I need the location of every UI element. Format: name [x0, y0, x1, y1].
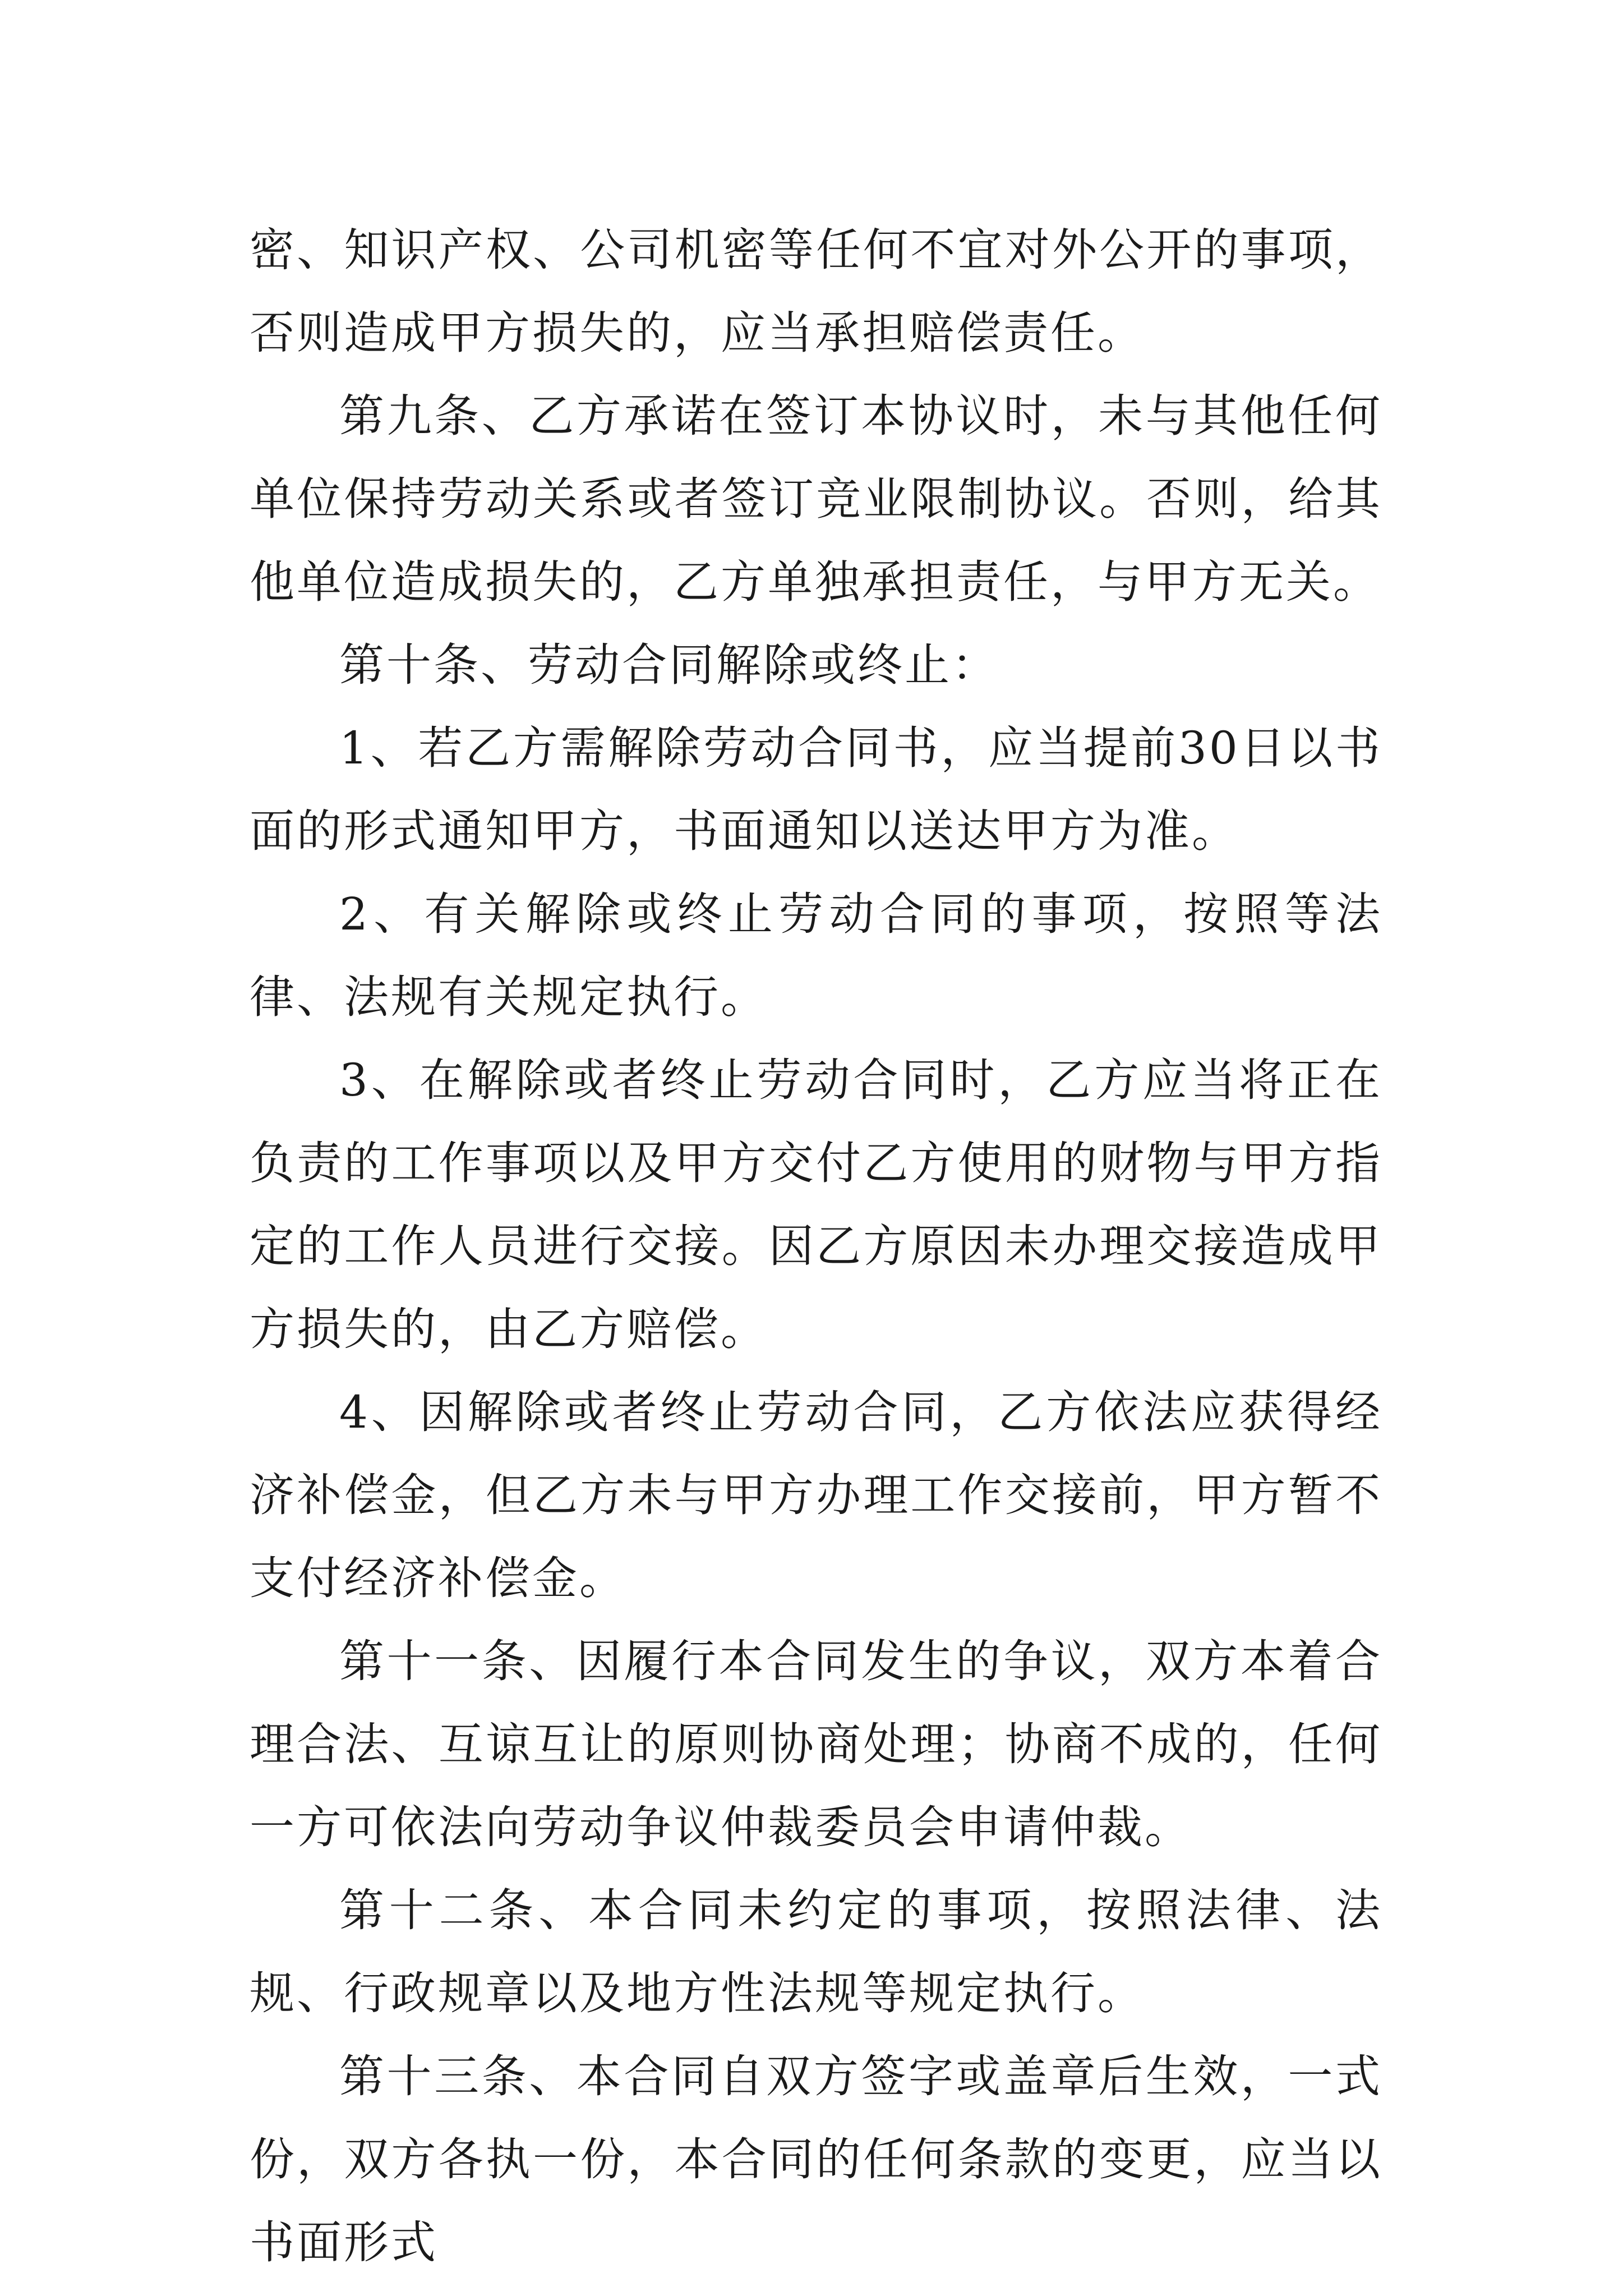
paragraph-article-10-item-4: 4、因解除或者终止劳动合同，乙方依法应获得经济补偿金，但乙方未与甲方办理工作交接前，甲方暂不支付经济补偿金。 — [250, 1386, 1382, 1604]
paragraph-article-13: 第十三条、本合同自双方签字或盖章后生效，一式份，双方各执一份，本合同的任何条款的变更，应当以书面形式 — [250, 2050, 1382, 2269]
paragraph-article-9: 第九条、乙方承诺在签订本协议时，未与其他任何单位保持劳动关系或者签订竞业限制协议。否则，给其他单位造成损失的，乙方单独承担责任，与甲方无关。 — [250, 390, 1382, 608]
paragraph-article-10-item-2: 2、有关解除或终止劳动合同的事项，按照等法律、法规有关规定执行。 — [250, 888, 1382, 1023]
paragraph-article-11: 第十一条、因履行本合同发生的争议，双方本着合理合法、互谅互让的原则协商处理；协商不成的，任何一方可依法向劳动争议仲裁委员会申请仲裁。 — [250, 1635, 1382, 1853]
paragraph-article-12: 第十二条、本合同未约定的事项，按照法律、法规、行政规章以及地方性法规等规定执行。 — [250, 1884, 1382, 2019]
paragraph-article-10-item-1: 1、若乙方需解除劳动合同书，应当提前30日以书面的形式通知甲方，书面通知以送达甲方为准。 — [250, 722, 1382, 857]
paragraph-continuation: 密、知识产权、公司机密等任何不宜对外公开的事项，否则造成甲方损失的，应当承担赔偿责任。 — [250, 224, 1382, 359]
paragraph-article-10-item-3: 3、在解除或者终止劳动合同时，乙方应当将正在负责的工作事项以及甲方交付乙方使用的财物与甲方指定的工作人员进行交接。因乙方原因未办理交接造成甲方损失的，由乙方赔偿。 — [250, 1054, 1382, 1355]
document-body — [250, 209, 1382, 2284]
paragraph-article-10: 第十条、劳动合同解除或终止： — [339, 639, 999, 691]
